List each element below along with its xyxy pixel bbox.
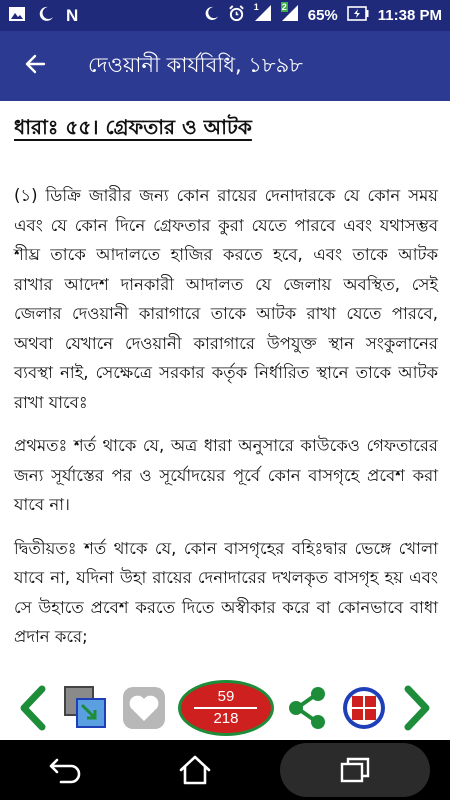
favorite-button[interactable]: [121, 685, 167, 731]
nav-recents-button[interactable]: [280, 743, 430, 797]
current-section-number: 59: [217, 687, 235, 705]
share-icon: [285, 685, 329, 731]
section-counter[interactable]: [178, 680, 274, 736]
previous-section-button[interactable]: [12, 683, 52, 733]
alarm-icon: [228, 5, 245, 26]
moon-icon: [38, 6, 54, 26]
back-button[interactable]: [0, 31, 70, 101]
share-button[interactable]: [285, 685, 329, 731]
bottom-toolbar: [0, 675, 450, 740]
n-app-icon: N: [66, 5, 79, 25]
arrow-left-icon: [24, 53, 46, 79]
paragraph: দ্বিতীয়তঃ শর্ত থাকে যে, কোন বাসগৃহের বহিঃদ্বার ভেঙ্গে খোলা যাবে না, যদিনা উহা রায়ের দেনাদারের দখলকৃত বাসগৃহ হয় এবং সে উহাতে প্রবেশ করতে দিতে অস্বীকার করে বা কোনভাবে বাধা প্রদান করে;: [14, 538, 438, 646]
status-notifications: [8, 6, 78, 26]
paragraph: প্রথমতঃ শর্ত থাকে যে, অত্র ধারা অনুসারে কাউকেও গেফতারের জন্য সূর্যাস্তের পর ও সূর্যোদয়ের পূর্বে কোন বাসগৃহে প্রবেশ করা যাবে না।: [14, 436, 438, 514]
app-bar: [0, 31, 450, 101]
clock: 11:38 PM: [377, 7, 442, 24]
chevron-right-icon: [398, 683, 438, 733]
gallery-icon: [8, 6, 26, 26]
nav-home-icon: [177, 754, 213, 786]
status-bar: [0, 0, 450, 31]
moon-icon: [204, 6, 219, 25]
chevron-left-icon: [12, 683, 52, 733]
heart-icon: [121, 685, 167, 731]
next-section-button[interactable]: [398, 683, 438, 733]
system-nav-bar: [0, 740, 450, 800]
menu-grid-button[interactable]: [341, 685, 387, 731]
page-title: দেওয়ানী কার্যবিধি, ১৮৯৮: [88, 52, 303, 77]
nav-back-button[interactable]: [20, 740, 110, 800]
signal-sim1-icon: 1: [254, 5, 272, 26]
nav-home-button[interactable]: [150, 740, 240, 800]
nav-recents-icon: [339, 756, 371, 784]
section-content[interactable]: [0, 101, 450, 675]
section-heading: ধারাঃ ৫৫। গ্রেফতার ও আটক: [14, 115, 252, 139]
nav-back-icon: [47, 756, 83, 784]
paragraph: (১) ডিক্রি জারীর জন্য কোন রায়ের দেনাদারকে যে কোন সময় এবং যে কোন দিনে গ্রেফতার কুরা যেতে পারবে এবং যথাসম্ভব শীঘ্র তাকে আদালতে হাজির করতে হবে, এবং তাকে আটক রাখার আদেশ দানকারী আদালত যে জেলায় অবস্থিত, সেই জেলার দেওয়ানী কারাগারে তাকে আটক রাখা যেতে পারবে, অথবা যেখানে দেওয়ানী কারাগারে উপযুক্ত স্থান সংকুলানের ব্যবস্থা নাই, সেক্ষেত্রে সরকার কর্তৃক নির্ধারিত স্থানে তাকে আটক রাখা যাবেঃ: [14, 186, 438, 412]
battery-charging-icon: [347, 6, 369, 25]
signal-sim2-icon: 2: [281, 5, 299, 26]
grid-icon: [341, 685, 387, 731]
battery-percent: 65%: [307, 7, 338, 24]
total-sections-number: 218: [213, 709, 239, 727]
copy-button[interactable]: [63, 685, 109, 731]
copy-icon: [63, 685, 109, 731]
